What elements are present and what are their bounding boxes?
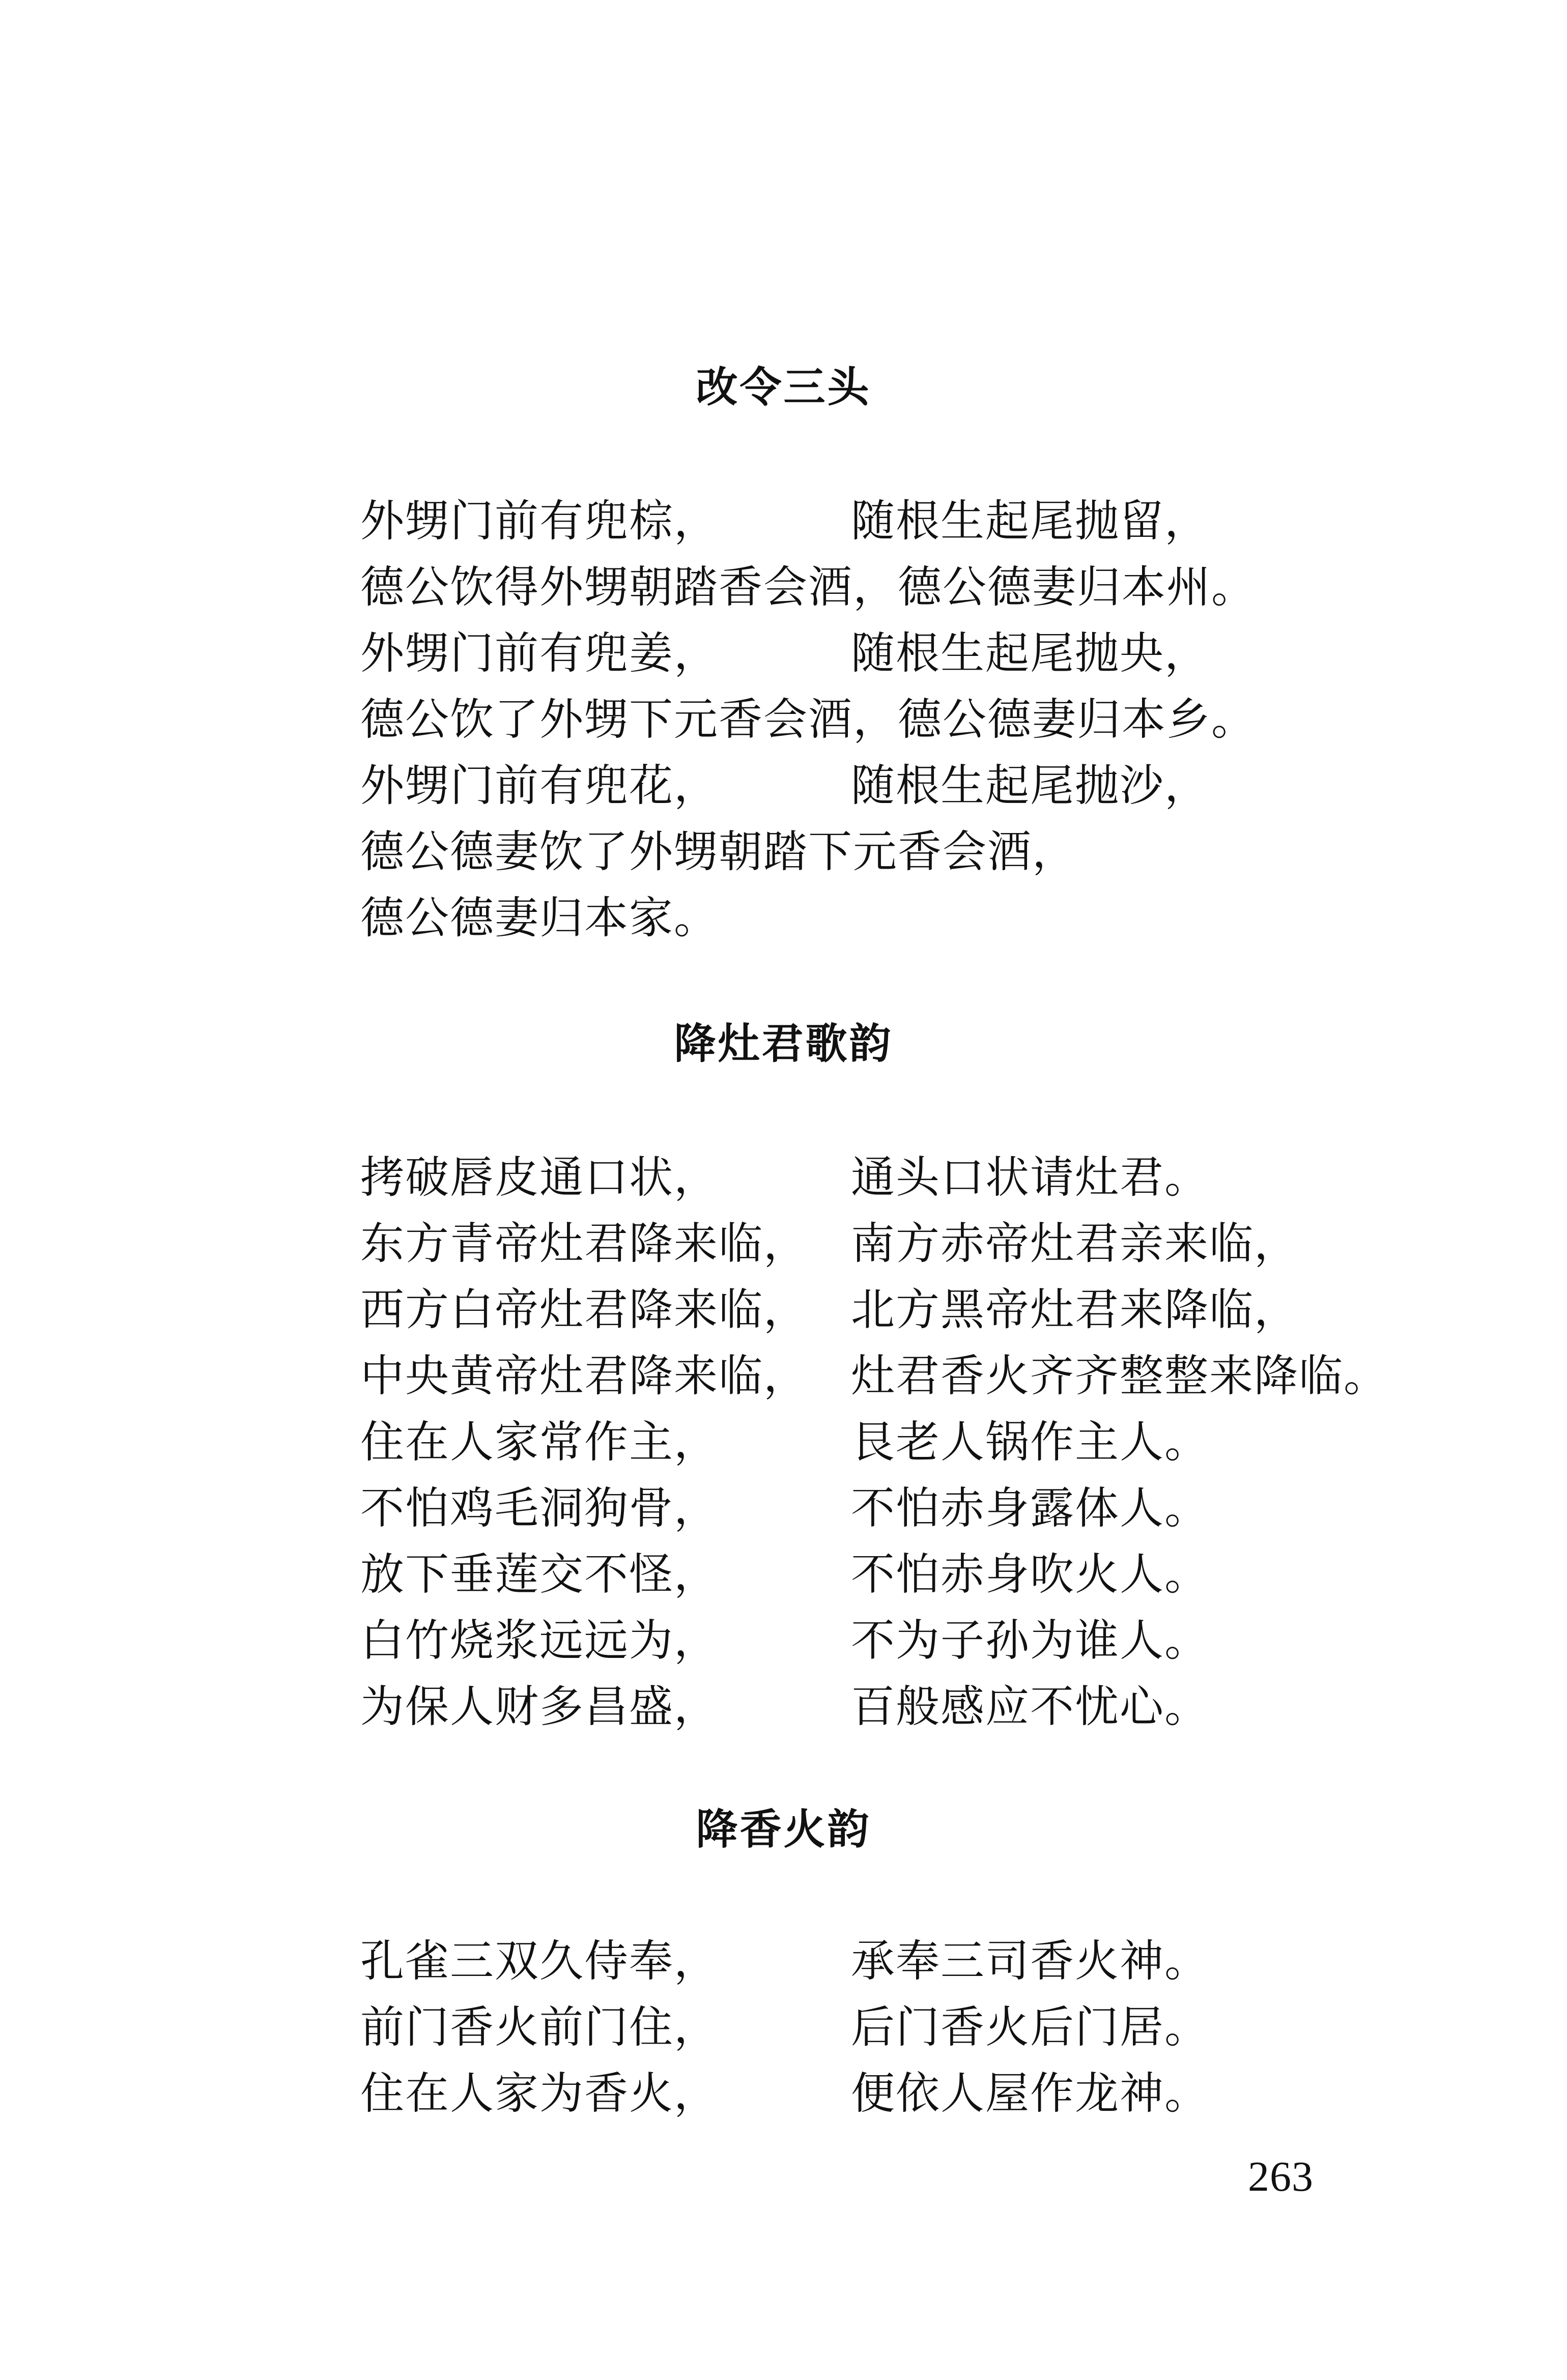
verse-line-full: 德公饮了外甥下元香会酒，德公德妻归本乡。 xyxy=(360,694,1256,745)
verse-line-left: 住在人家为香火， xyxy=(360,2068,719,2119)
verse-line-left: 拷破唇皮通口状， xyxy=(360,1152,719,1203)
verse-line-right: 艮老人锅作主人。 xyxy=(851,1417,1209,1468)
verse-line-full: 德公德妻饮了外甥朝踏下元香会酒， xyxy=(360,826,1077,877)
verse-line-right: 随根生起尾抛央， xyxy=(851,628,1209,679)
verse-line-right: 北方黑帝灶君来降临， xyxy=(851,1284,1299,1335)
verse-line-left: 放下垂莲交不怪， xyxy=(360,1549,719,1600)
verse-line-left: 中央黄帝灶君降来临， xyxy=(360,1351,808,1401)
verse-line-left: 住在人家常作主， xyxy=(360,1417,719,1468)
verse-line-right: 不怕赤身露体人。 xyxy=(851,1483,1209,1534)
verse-line-left: 外甥门前有兜花， xyxy=(360,760,719,811)
section-title-jiang-xianghuo: 降香火韵 xyxy=(696,1805,871,1854)
verse-line-right: 南方赤帝灶君亲来临， xyxy=(851,1218,1299,1269)
verse-line-left: 外甥门前有兜姜， xyxy=(360,628,719,679)
verse-line-left: 不怕鸡毛洞狗骨， xyxy=(360,1483,719,1534)
section-title-gailing-santou: 改令三头 xyxy=(696,363,871,412)
page-number: 263 xyxy=(1248,2153,1314,2200)
verse-line-right: 不为子孙为谁人。 xyxy=(851,1615,1209,1666)
verse-line-full: 德公饮得外甥朝踏香会酒，德公德妻归本州。 xyxy=(360,562,1256,613)
verse-line-right: 通头口状请灶君。 xyxy=(851,1152,1209,1203)
verse-line-left: 前门香火前门住， xyxy=(360,2002,719,2053)
verse-line-right: 承奉三司香火神。 xyxy=(851,1936,1209,1987)
verse-line-left: 外甥门前有兜棕， xyxy=(360,496,719,547)
verse-line-right: 灶君香火齐齐整整来降临。 xyxy=(851,1351,1388,1401)
verse-line-right: 不怕赤身吹火人。 xyxy=(851,1549,1209,1600)
verse-line-right: 随根生起尾抛留， xyxy=(851,496,1209,547)
verse-line-left: 白竹烧浆远远为， xyxy=(360,1615,719,1666)
verse-line-right: 便依人屋作龙神。 xyxy=(851,2068,1209,2119)
verse-line-full: 德公德妻归本家。 xyxy=(360,893,719,943)
verse-line-left: 东方青帝灶君降来临， xyxy=(360,1218,808,1269)
verse-line-right: 后门香火后门居。 xyxy=(851,2002,1209,2053)
verse-line-left: 西方白帝灶君降来临， xyxy=(360,1284,808,1335)
verse-line-right: 随根生起尾抛沙， xyxy=(851,760,1209,811)
verse-line-left: 为保人财多昌盛， xyxy=(360,1681,719,1732)
section-title-jiang-zaojun: 降灶君歌韵 xyxy=(674,1020,893,1068)
verse-line-left: 孔雀三双久侍奉， xyxy=(360,1936,719,1987)
verse-line-right: 百般感应不忧心。 xyxy=(851,1681,1209,1732)
